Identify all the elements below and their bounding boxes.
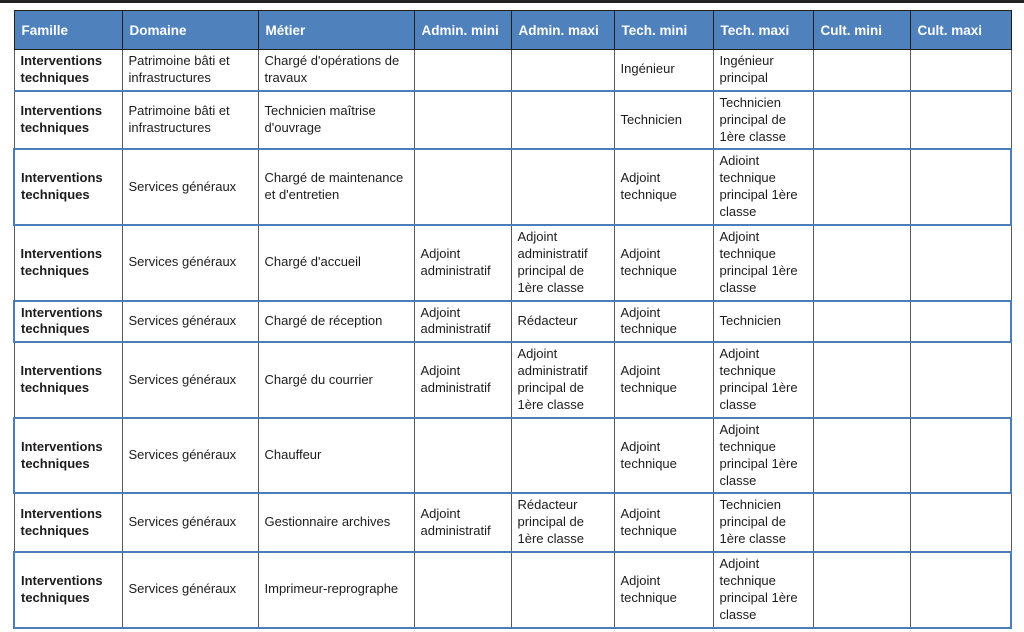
cell-cult-mini [813, 50, 910, 91]
table-row [14, 301, 1011, 343]
cell-famille: Interventions techniques [14, 91, 122, 150]
cell-cult-mini [813, 301, 910, 343]
cell-famille: Interventions techniques [14, 149, 122, 225]
table-row [14, 418, 1011, 494]
cell-cult-maxi [910, 493, 1011, 552]
column-header-cult-mini: Cult. mini [813, 11, 910, 50]
window-top-edge [0, 0, 1024, 3]
cell-metier: Chargé d'opérations de travaux [258, 50, 414, 91]
cell-cult-mini [813, 418, 910, 494]
cell-cult-mini [813, 552, 910, 628]
cell-metier: Chauffeur [258, 418, 414, 494]
table-row [14, 149, 1011, 225]
cell-admin-mini [414, 50, 511, 91]
cell-admin-maxi [511, 91, 614, 150]
cell-cult-maxi [910, 225, 1011, 301]
cell-admin-mini [414, 149, 511, 225]
table-row [14, 552, 1011, 628]
cell-cult-mini [813, 225, 910, 301]
cell-admin-mini [414, 91, 511, 150]
cell-tech-mini: Adjoint technique [614, 493, 713, 552]
cell-metier: Imprimeur-reprographe [258, 552, 414, 628]
cell-domaine: Patrimoine bâti et infrastructures [122, 91, 258, 150]
cell-domaine: Services généraux [122, 418, 258, 494]
cell-tech-maxi: Adjoint technique principal 1ère classe [713, 418, 813, 494]
cell-tech-mini: Ingénieur [614, 50, 713, 91]
cell-famille: Interventions techniques [14, 552, 122, 628]
cell-famille: Interventions techniques [14, 225, 122, 301]
job-grades-table [13, 10, 1012, 629]
cell-cult-maxi [910, 552, 1011, 628]
table-row [14, 493, 1011, 552]
cell-tech-maxi: Ingénieur principal [713, 50, 813, 91]
cell-tech-maxi: Adjoint technique principal 1ère classe [713, 225, 813, 301]
cell-admin-maxi: Rédacteur [511, 301, 614, 343]
cell-admin-mini: Adjoint administratif [414, 342, 511, 418]
cell-admin-maxi [511, 149, 614, 225]
column-header-admin-maxi: Admin. maxi [511, 11, 614, 50]
cell-cult-maxi [910, 301, 1011, 343]
cell-cult-mini [813, 91, 910, 150]
cell-famille: Interventions techniques [14, 418, 122, 494]
cell-famille: Interventions techniques [14, 493, 122, 552]
cell-tech-maxi: Adjoint technique principal 1ère classe [713, 342, 813, 418]
column-header-tech-mini: Tech. mini [614, 11, 713, 50]
cell-tech-mini: Adjoint technique [614, 149, 713, 225]
cell-cult-mini [813, 342, 910, 418]
cell-domaine: Patrimoine bâti et infrastructures [122, 50, 258, 91]
table-row [14, 50, 1011, 91]
cell-tech-mini: Adjoint technique [614, 301, 713, 343]
column-header-domaine: Domaine [122, 11, 258, 50]
cell-metier: Chargé de maintenance et d'entretien [258, 149, 414, 225]
cell-tech-mini: Technicien [614, 91, 713, 150]
cell-admin-mini: Adjoint administratif [414, 225, 511, 301]
cell-famille: Interventions techniques [14, 301, 122, 343]
cell-metier: Technicien maîtrise d'ouvrage [258, 91, 414, 150]
cell-metier: Chargé de réception [258, 301, 414, 343]
cell-famille: Interventions techniques [14, 342, 122, 418]
cell-domaine: Services généraux [122, 301, 258, 343]
column-header-admin-mini: Admin. mini [414, 11, 511, 50]
column-header-metier: Métier [258, 11, 414, 50]
cell-domaine: Services généraux [122, 552, 258, 628]
cell-cult-maxi [910, 342, 1011, 418]
cell-admin-maxi: Rédacteur principal de 1ère classe [511, 493, 614, 552]
cell-tech-maxi: Technicien principal de 1ère classe [713, 493, 813, 552]
cell-tech-mini: Adjoint technique [614, 225, 713, 301]
cell-metier: Chargé du courrier [258, 342, 414, 418]
cell-domaine: Services généraux [122, 493, 258, 552]
cell-admin-maxi: Adjoint administratif principal de 1ère classe [511, 225, 614, 301]
cell-tech-mini: Adjoint technique [614, 552, 713, 628]
cell-famille: Interventions techniques [14, 50, 122, 91]
cell-admin-mini: Adjoint administratif [414, 493, 511, 552]
cell-cult-maxi [910, 50, 1011, 91]
cell-cult-maxi [910, 91, 1011, 150]
cell-tech-maxi: Technicien [713, 301, 813, 343]
column-header-tech-maxi: Tech. maxi [713, 11, 813, 50]
cell-metier: Chargé d'accueil [258, 225, 414, 301]
cell-cult-maxi [910, 149, 1011, 225]
cell-admin-maxi [511, 552, 614, 628]
column-header-famille: Famille [14, 11, 122, 50]
cell-domaine: Services généraux [122, 342, 258, 418]
cell-admin-mini [414, 418, 511, 494]
cell-tech-maxi: Technicien principal de 1ère classe [713, 91, 813, 150]
table-row [14, 342, 1011, 418]
cell-admin-maxi: Adjoint administratif principal de 1ère classe [511, 342, 614, 418]
cell-tech-maxi: Adioint technique principal 1ère classe [713, 149, 813, 225]
cell-admin-mini [414, 552, 511, 628]
cell-admin-maxi [511, 50, 614, 91]
cell-domaine: Services généraux [122, 225, 258, 301]
cell-tech-mini: Adjoint technique [614, 418, 713, 494]
cell-metier: Gestionnaire archives [258, 493, 414, 552]
cell-admin-maxi [511, 418, 614, 494]
cell-admin-mini: Adjoint administratif [414, 301, 511, 343]
cell-cult-mini [813, 149, 910, 225]
cell-cult-mini [813, 493, 910, 552]
cell-tech-maxi: Adjoint technique principal 1ère classe [713, 552, 813, 628]
cell-tech-mini: Adjoint technique [614, 342, 713, 418]
table-header-row [14, 11, 1011, 50]
cell-cult-maxi [910, 418, 1011, 494]
table-row [14, 225, 1011, 301]
column-header-cult-maxi: Cult. maxi [910, 11, 1011, 50]
table-row [14, 91, 1011, 150]
cell-domaine: Services généraux [122, 149, 258, 225]
